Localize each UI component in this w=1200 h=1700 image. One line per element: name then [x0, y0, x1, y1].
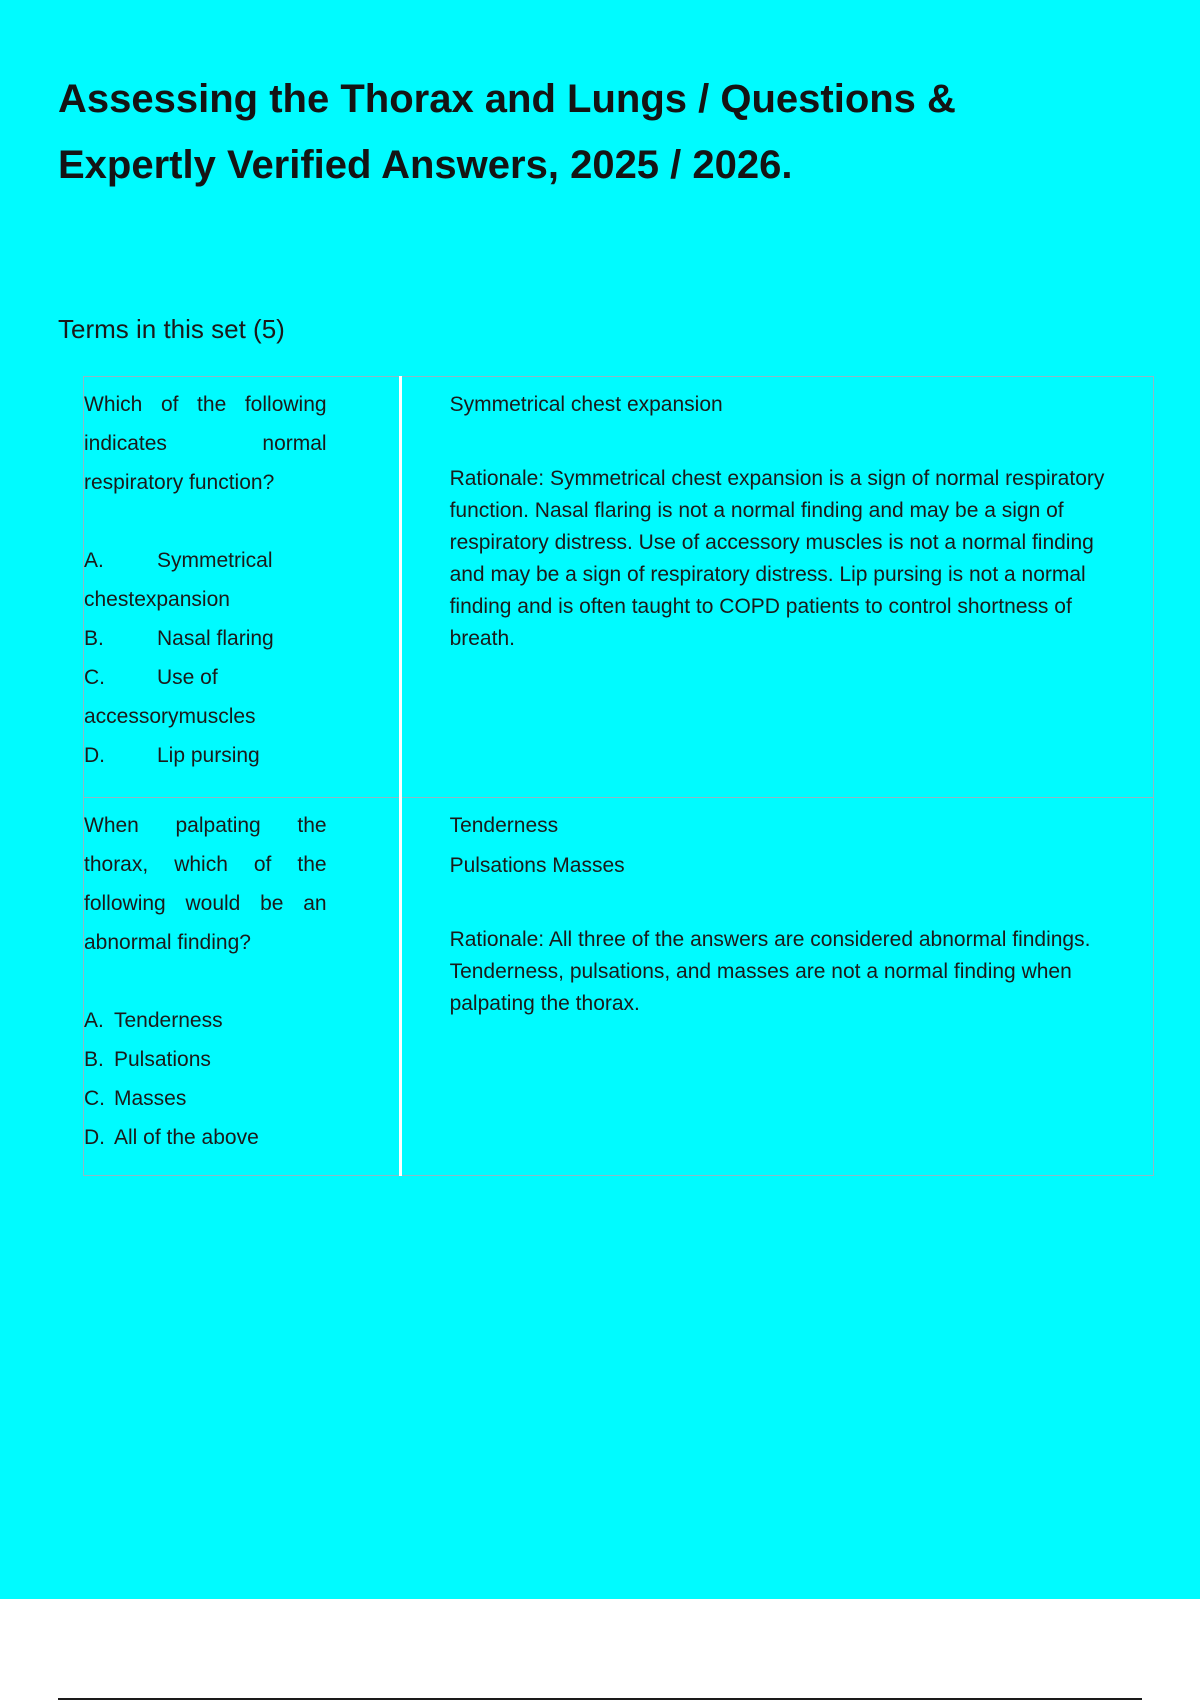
set-heading: Terms in this set (5) — [58, 314, 285, 344]
option-letter: A. — [84, 1009, 104, 1032]
answer-text: Pulsations Masses — [449, 854, 625, 877]
option-d — [84, 1118, 327, 1157]
rationale-text: Rationale: All three of the answers are considered abnormal findings. Tenderness, pulsations, and masses are not a normal finding when palpating the thorax. — [449, 928, 1091, 1015]
term-cell — [84, 377, 401, 798]
option-b — [84, 619, 327, 658]
term-row — [84, 377, 1154, 798]
option-letter: B. — [84, 627, 104, 650]
answer-text: Tenderness — [449, 814, 559, 837]
option-d — [84, 736, 327, 775]
title-line-1: Assessing the Thorax and Lungs / Questions & — [58, 77, 956, 121]
option-text: Symmetrical chestexpansion — [84, 549, 273, 611]
option-text: Pulsations — [114, 1048, 211, 1071]
question-text: When palpating the thorax, which of the following would be an abnormal finding? — [84, 814, 327, 954]
option-letter: D. — [84, 744, 105, 767]
option-text: All of the above — [114, 1126, 259, 1149]
option-a — [84, 1001, 327, 1040]
option-text: Use of accessorymuscles — [84, 666, 256, 728]
option-letter: A. — [84, 549, 104, 572]
definition-cell — [400, 798, 1153, 1176]
option-letter: C. — [84, 666, 105, 689]
title-line-2: Expertly Verified Answers, 2025 / 2026. — [58, 143, 793, 187]
option-text: Tenderness — [114, 1009, 223, 1032]
option-letter: C. — [84, 1087, 105, 1110]
terms-table — [83, 376, 1154, 1176]
option-b — [84, 1040, 327, 1079]
term-row — [84, 798, 1154, 1176]
option-a — [84, 541, 327, 619]
option-c — [84, 658, 327, 736]
option-letter: D. — [84, 1126, 105, 1149]
answer-text: Symmetrical chest expansion — [449, 393, 723, 416]
option-letter: B. — [84, 1048, 104, 1071]
option-text: Masses — [114, 1087, 187, 1110]
document-title — [58, 66, 1138, 198]
question-text: Which of the following indicates normal respiratory function? — [84, 393, 327, 494]
option-c — [84, 1079, 327, 1118]
option-text: Lip pursing — [157, 744, 260, 767]
rationale-text: Rationale: Symmetrical chest expansion is a sign of normal respiratory function. Nasal flaring is not a normal finding and may be a sign of respiratory distress. Use of accessory muscles is not a normal finding and may be a sign of respiratory distress. Lip pursing is not a normal finding and is often taught to COPD patients to control shortness of breath. — [449, 467, 1105, 650]
term-cell — [84, 798, 401, 1176]
option-text: Nasal flaring — [157, 627, 274, 650]
definition-cell — [400, 377, 1153, 798]
